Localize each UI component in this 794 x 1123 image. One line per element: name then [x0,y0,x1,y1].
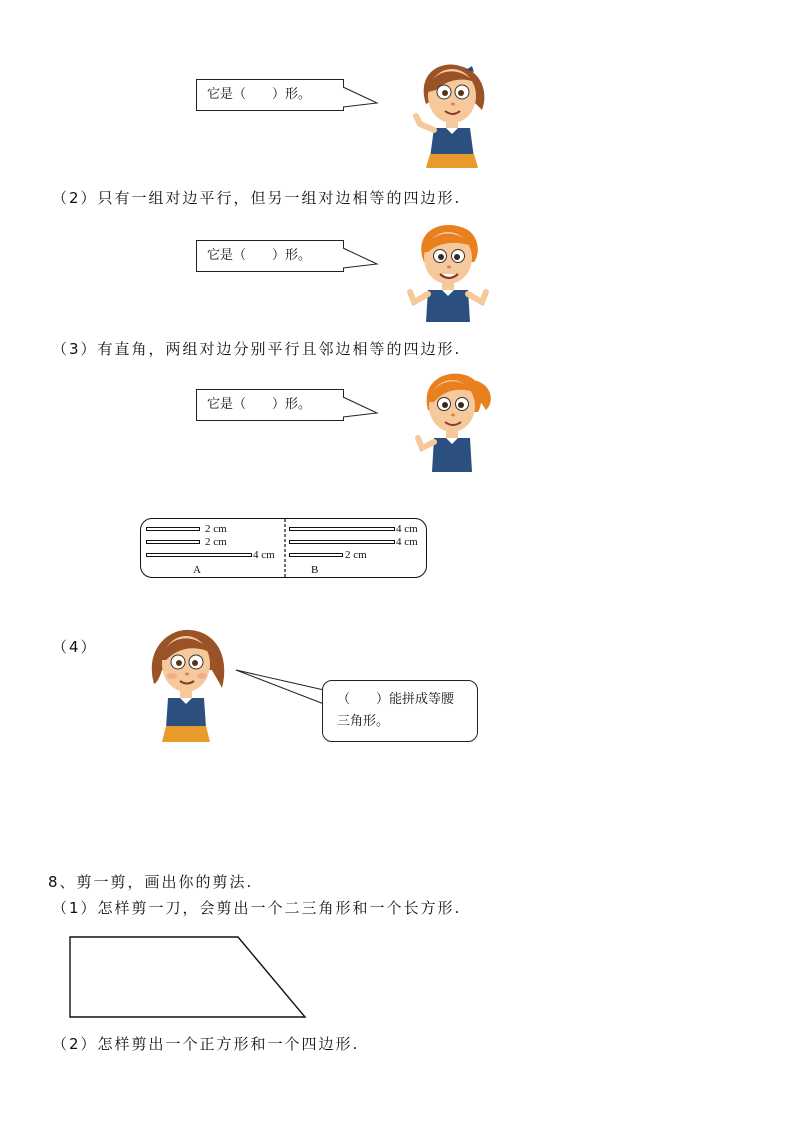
girl-orange-ponytail-illustration [412,370,496,474]
stick-a-2 [146,540,200,544]
bubble-3-tail [343,395,383,419]
question-8-2-text: （2）怎样剪出一个正方形和一个四边形. [52,1035,360,1053]
question-2-text: （2）只有一组对边平行，但另一组对边相等的四边形. [52,189,462,207]
stick-b-3-label: 2 cm [345,549,367,561]
answer-bubble-2 [196,240,344,272]
question-8-title [48,871,253,892]
stick-b-1 [289,527,395,531]
answer-bubble-2-text: 它是（ ）形。 [207,248,312,263]
stick-b-2 [289,540,395,544]
bubble-1-tail [343,85,383,109]
question-2 [52,187,461,208]
question-8-title-text: 8、剪一剪，画出你的剪法. [48,873,254,891]
answer-bubble-3-text: 它是（ ）形。 [207,397,312,412]
answer-bubble-1 [196,79,344,111]
stick-b-3 [289,553,343,557]
stick-b-2-label: 4 cm [396,536,418,548]
question-3-text: （3）有直角，两组对边分别平行且邻边相等的四边形. [52,340,462,358]
group-a-label: A [193,564,201,576]
q4-answer-bubble [322,680,478,742]
girl-long-hair-illustration [144,628,230,746]
question-8-2 [52,1033,359,1054]
stick-a-3 [146,553,252,557]
sticks-panel [140,518,427,578]
bubble-2-tail [343,246,383,270]
stick-a-1-label: 2 cm [205,523,227,535]
stick-a-3-label: 4 cm [253,549,275,561]
question-3 [52,338,461,359]
q4-bubble-line-1: （ ）能拼成等腰 [337,692,455,707]
answer-bubble-1-text: 它是（ ）形。 [207,87,312,102]
panel-divider [283,519,287,577]
question-4-label-text: （4） [52,638,98,656]
boy-orange-hair-illustration [406,222,490,324]
trapezoid-shape [68,935,310,1021]
q4-bubble-tail [234,668,326,712]
question-8-1 [52,897,461,918]
group-b-label: B [311,564,319,576]
stick-a-1 [146,527,200,531]
q4-bubble-line-2: 三角形。 [337,714,390,729]
question-4-label [52,636,98,657]
stick-b-1-label: 4 cm [396,523,418,535]
answer-bubble-3 [196,389,344,421]
question-8-1-text: （1）怎样剪一刀，会剪出一个二三角形和一个长方形. [52,899,462,917]
stick-a-2-label: 2 cm [205,536,227,548]
girl-brown-hair-illustration [412,62,492,176]
